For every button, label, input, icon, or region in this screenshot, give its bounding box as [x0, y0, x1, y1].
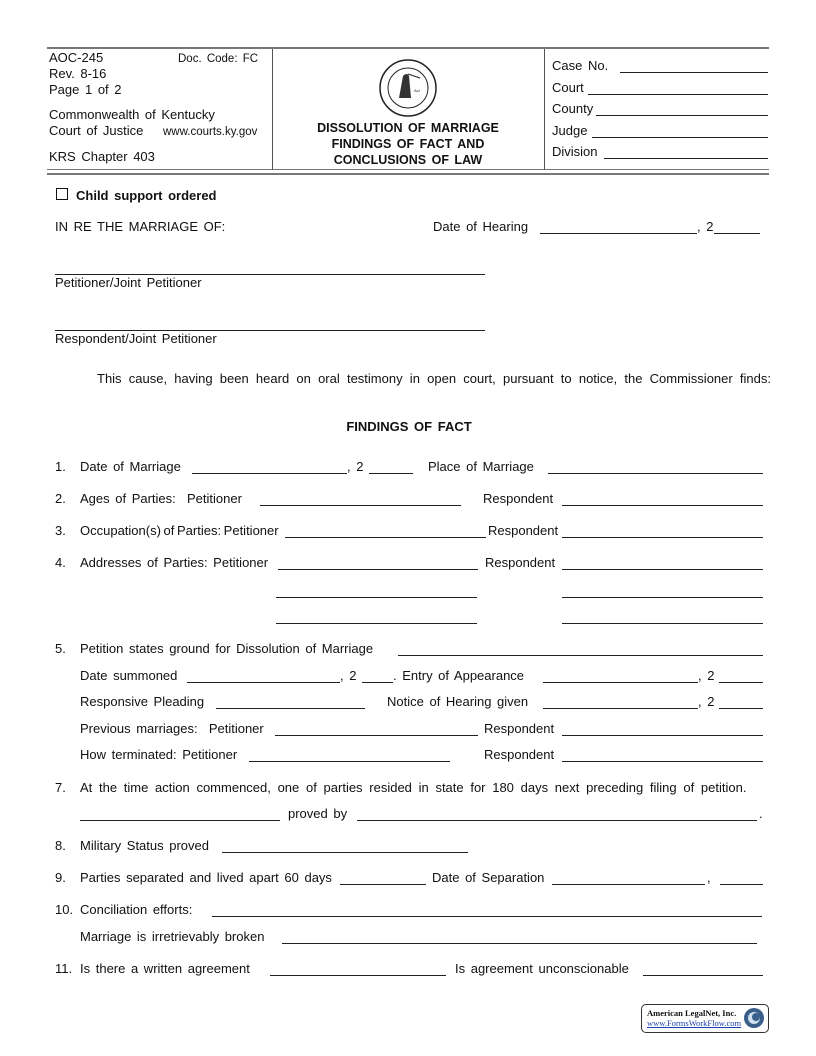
commonwealth: Commonwealth of Kentucky [49, 107, 215, 122]
date-summoned-label: Date summoned [80, 668, 178, 683]
doc-code: Doc. Code: FC [178, 53, 259, 65]
petitioner-address-field-3[interactable] [276, 623, 477, 624]
place-of-marriage-field[interactable] [548, 473, 763, 474]
respondent-occupation-field[interactable] [562, 537, 763, 538]
item-number: 5. [55, 641, 66, 656]
conciliation-label: Conciliation efforts: [80, 902, 193, 917]
respondent-label: Respondent [483, 491, 554, 506]
marriage-year-field[interactable] [369, 473, 413, 474]
respondent-label: Respondent [485, 555, 556, 570]
respondent-address-field[interactable] [562, 569, 763, 570]
division-label: Division [552, 144, 598, 159]
item-number: 8. [55, 838, 66, 853]
appearance-year-field[interactable] [719, 682, 763, 683]
period: . [759, 806, 763, 821]
court-seal-icon [378, 58, 438, 118]
ages-label: Ages of Parties: Petitioner [80, 491, 242, 506]
petitioner-how-terminated-field[interactable] [249, 761, 450, 762]
respondent-how-terminated-field[interactable] [562, 761, 763, 762]
krs-chapter: KRS Chapter 403 [49, 149, 155, 164]
conciliation-field[interactable] [212, 916, 762, 917]
petitioner-previous-marriages-field[interactable] [275, 735, 478, 736]
written-agreement-label: Is there a written agreement [80, 961, 250, 976]
hearing-year-field[interactable] [714, 233, 760, 234]
item-number: 10. [55, 902, 74, 917]
respondent-previous-marriages-field[interactable] [562, 735, 763, 736]
comma: , [707, 870, 711, 885]
petitioner-address-field[interactable] [278, 569, 478, 570]
county-label: County [552, 101, 594, 116]
intro-paragraph: This cause, having been heard on oral testimony in open court, pursuant to notice, the Commissioner finds: [97, 371, 771, 386]
summoned-year-field[interactable] [362, 682, 393, 683]
division-field[interactable] [604, 158, 768, 159]
court-field[interactable] [588, 94, 768, 95]
year-prefix: , 2 [340, 668, 357, 683]
child-support-label: Child support ordered [76, 188, 217, 203]
occupation-label: Occupation(s) of Parties: Petitioner [80, 523, 279, 538]
court-of-justice: Court of Justice [49, 123, 144, 138]
svg-text:Act: Act [414, 88, 420, 93]
form-title-line: DISSOLUTION OF MARRIAGE [317, 121, 499, 135]
judge-label: Judge [552, 123, 588, 138]
date-of-separation-field[interactable] [552, 884, 705, 885]
separation-year-field[interactable] [720, 884, 763, 885]
irretrievably-broken-field[interactable] [282, 943, 757, 944]
notice-of-hearing-field[interactable] [543, 708, 698, 709]
responsive-pleading-field[interactable] [216, 708, 365, 709]
petitioner-label: Petitioner/Joint Petitioner [55, 275, 202, 290]
form-title-line: CONCLUSIONS OF LAW [333, 153, 483, 167]
date-summoned-field[interactable] [187, 682, 340, 683]
date-of-separation-label: Date of Separation [432, 870, 545, 885]
place-of-marriage-label: Place of Marriage [428, 459, 534, 474]
date-of-hearing-field[interactable] [540, 233, 697, 234]
county-field[interactable] [596, 115, 768, 116]
form-number: AOC-245 [49, 50, 104, 65]
notice-of-hearing-label: Notice of Hearing given [387, 694, 529, 709]
item-number: 4. [55, 555, 66, 570]
separated-field[interactable] [340, 884, 426, 885]
respondent-label: Respondent/Joint Petitioner [55, 331, 217, 346]
entry-of-appearance-label: . Entry of Appearance [393, 668, 525, 683]
military-status-field[interactable] [222, 852, 468, 853]
child-support-checkbox[interactable] [56, 188, 68, 200]
military-status-label: Military Status proved [80, 838, 209, 853]
petitioner-age-field[interactable] [260, 505, 461, 506]
respondent-address-field-3[interactable] [562, 623, 763, 624]
logo-company: American LegalNet, Inc. [647, 1008, 737, 1018]
header-divider [544, 49, 545, 170]
logo-url[interactable]: www.FormsWorkFlow.com [647, 1018, 742, 1028]
date-of-hearing-label: Date of Hearing [433, 219, 529, 234]
proved-by-label: proved by [288, 806, 348, 821]
date-of-marriage-label: Date of Marriage [80, 459, 181, 474]
header-top-rule [47, 47, 769, 49]
residency-statement: At the time action commenced, one of parties resided in state for 180 days next preceding filing of petition. [80, 780, 747, 795]
irretrievably-broken-label: Marriage is irretrievably broken [80, 929, 265, 944]
date-of-marriage-field[interactable] [192, 473, 347, 474]
item-number: 7. [55, 780, 66, 795]
case-no-field[interactable] [620, 72, 768, 73]
respondent-label: Respondent [488, 523, 559, 538]
header-bottom-rule [47, 169, 769, 170]
case-no-label: Case No. [552, 58, 609, 73]
previous-marriages-label: Previous marriages: Petitioner [80, 721, 264, 736]
unconscionable-field[interactable] [643, 975, 763, 976]
notice-year-field[interactable] [719, 708, 763, 709]
item-number: 11. [55, 961, 73, 976]
written-agreement-field[interactable] [270, 975, 446, 976]
revision: Rev. 8-16 [49, 66, 107, 81]
page-number: Page 1 of 2 [49, 82, 122, 97]
entry-of-appearance-field[interactable] [543, 682, 698, 683]
year-prefix: , 2 [347, 459, 364, 474]
globe-icon [743, 1007, 765, 1029]
addresses-label: Addresses of Parties: Petitioner [80, 555, 269, 570]
respondent-address-field-2[interactable] [562, 597, 763, 598]
how-terminated-label: How terminated: Petitioner [80, 747, 238, 762]
separation-label: Parties separated and lived apart 60 days [80, 870, 332, 885]
respondent-age-field[interactable] [562, 505, 763, 506]
year-prefix: , 2 [698, 694, 715, 709]
court-label: Court [552, 80, 584, 95]
header-bottom-rule-2 [47, 173, 769, 175]
grounds-field[interactable] [398, 655, 763, 656]
form-title-line: FINDINGS OF FACT AND [331, 137, 485, 151]
respondent-label: Respondent [484, 747, 555, 762]
petitioner-address-field-2[interactable] [276, 597, 477, 598]
year-prefix: , 2 [697, 219, 714, 234]
item-number: 3. [55, 523, 66, 538]
section-title: FINDINGS OF FACT [346, 419, 472, 434]
year-prefix: , 2 [698, 668, 715, 683]
residency-field[interactable] [80, 820, 280, 821]
unconscionable-label: Is agreement unconscionable [455, 961, 629, 976]
proved-by-field[interactable] [357, 820, 757, 821]
item-number: 9. [55, 870, 66, 885]
in-re-label: IN RE THE MARRIAGE OF: [55, 219, 226, 234]
responsive-pleading-label: Responsive Pleading [80, 694, 205, 709]
judge-field[interactable] [592, 137, 768, 138]
respondent-label: Respondent [484, 721, 555, 736]
grounds-label: Petition states ground for Dissolution of Marriage [80, 641, 374, 656]
website-link[interactable]: www.courts.ky.gov [163, 126, 258, 138]
item-number: 2. [55, 491, 66, 506]
petitioner-occupation-field[interactable] [285, 537, 486, 538]
item-number: 1. [55, 459, 66, 474]
american-legalnet-logo[interactable] [641, 1004, 769, 1033]
